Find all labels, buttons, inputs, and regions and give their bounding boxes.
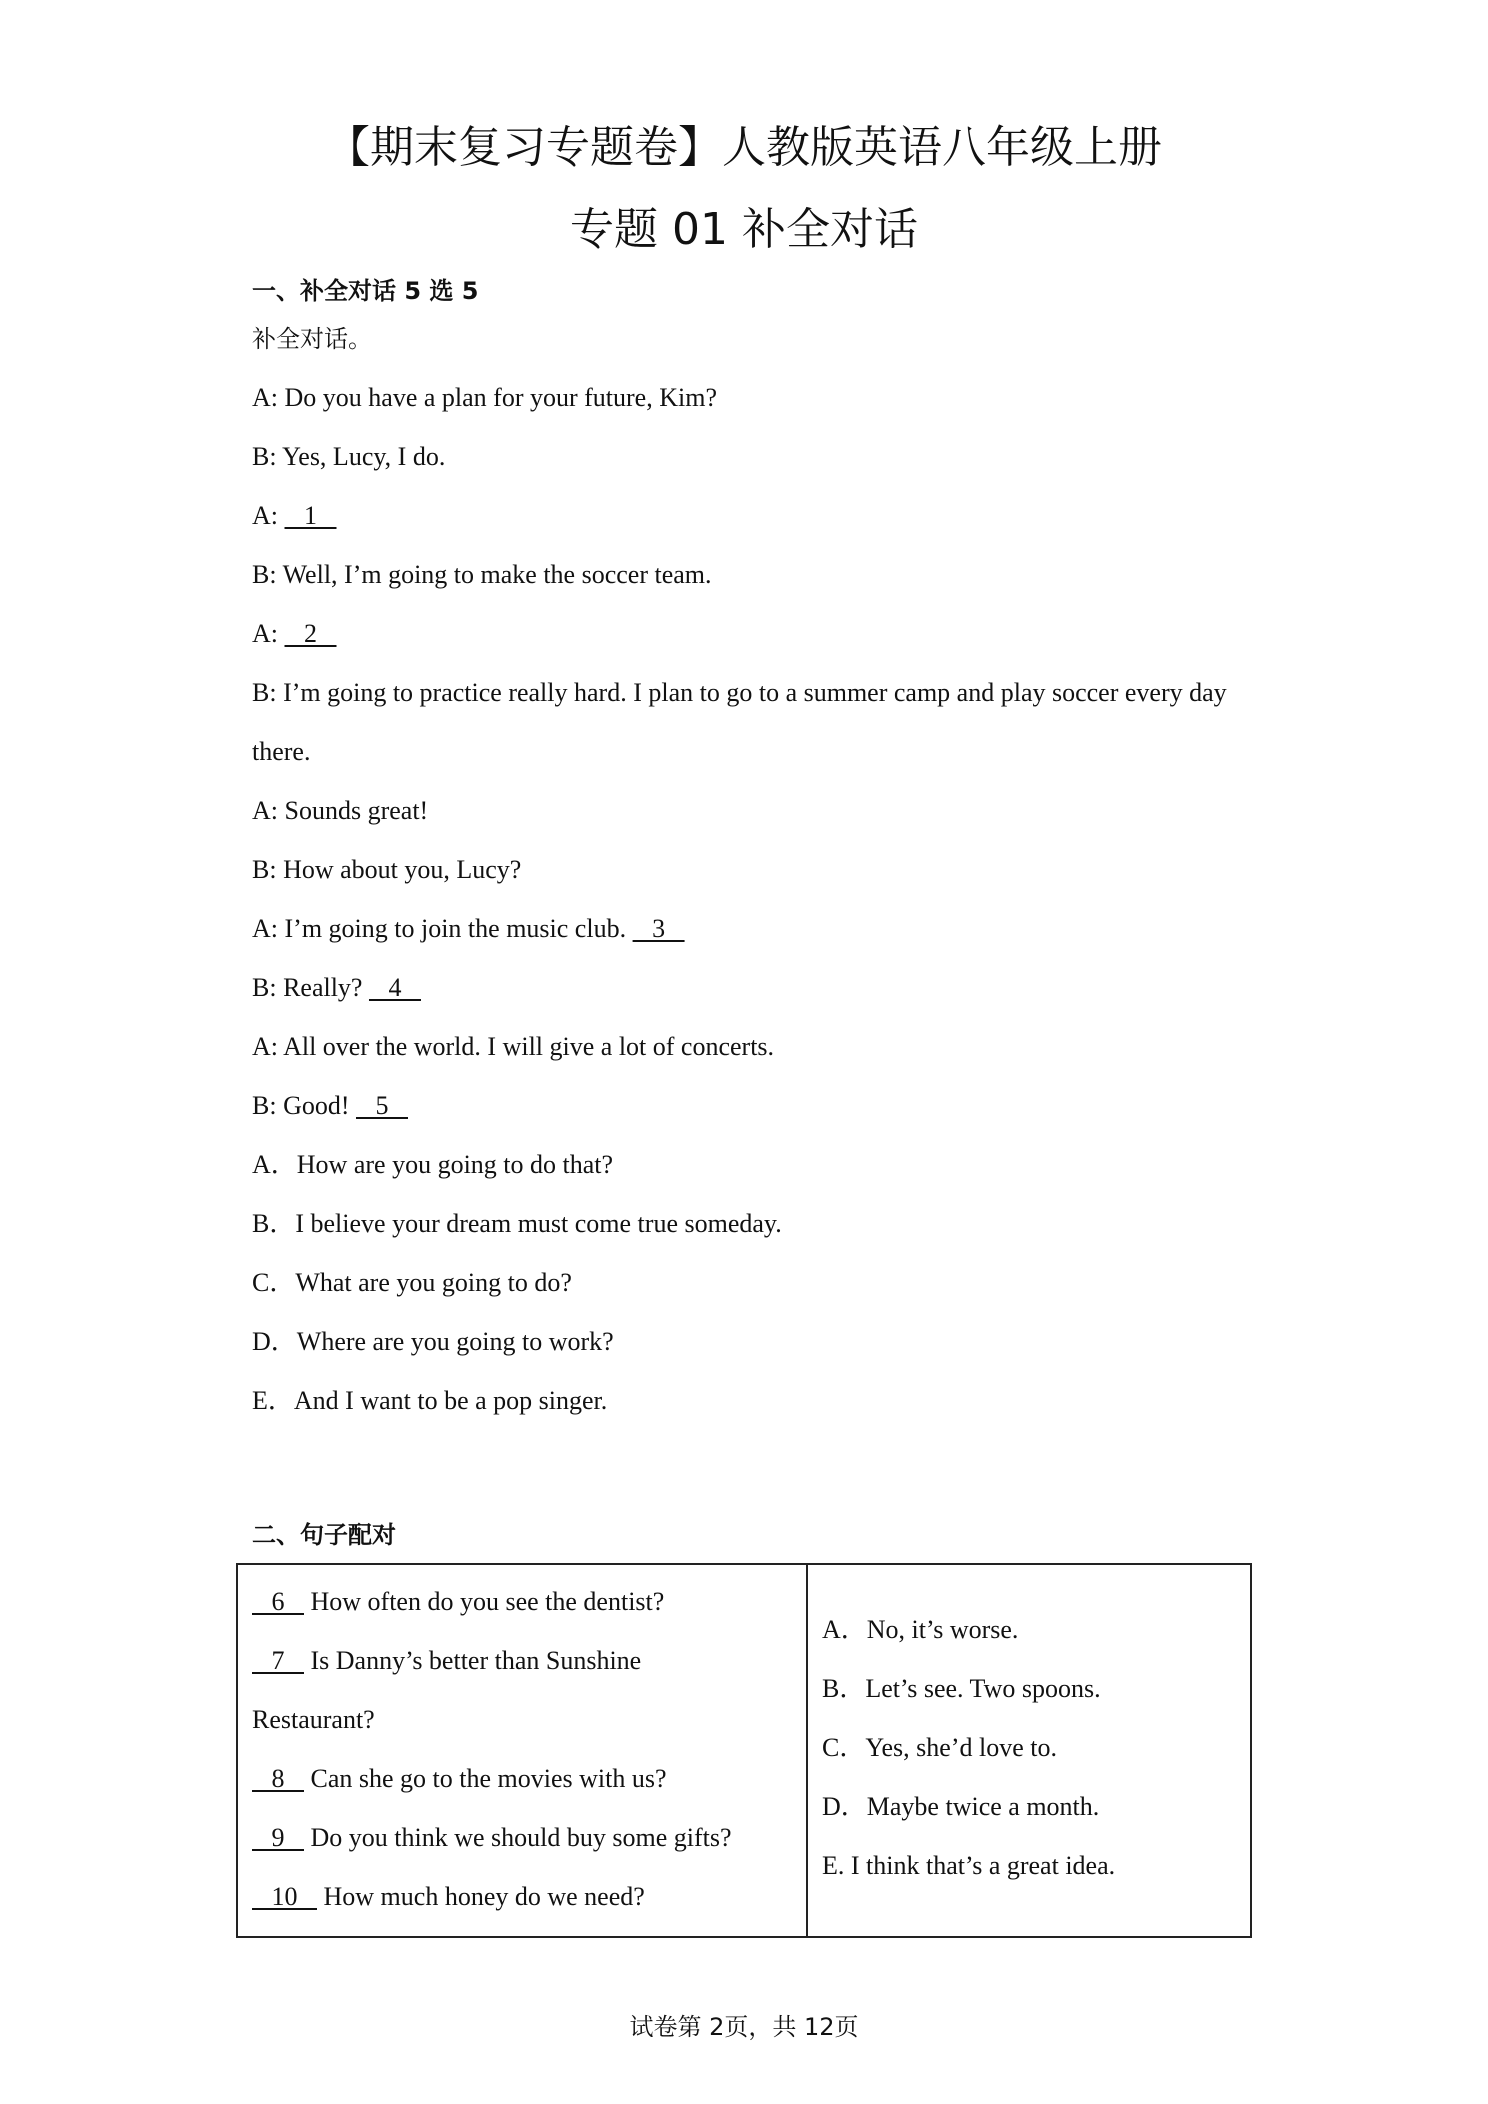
option-item: A．How are you going to do that? (252, 1150, 614, 1179)
dialogue-line: A: 1 (252, 501, 337, 530)
section1-instruction: 补全对话。 (252, 325, 372, 353)
option-item: B．I believe your dream must come true someday. (252, 1209, 782, 1238)
matching-table (236, 1563, 1252, 1938)
page-title: 【期末复习专题卷】人教版英语八年级上册 (326, 122, 1162, 173)
answer-blank[interactable]: 1 (284, 501, 337, 530)
answer-option: D．Maybe twice a month. (822, 1792, 1100, 1821)
answer-blank[interactable]: 6 (252, 1587, 304, 1616)
dialogue-line: A: I’m going to join the music club. 3 (252, 914, 685, 943)
section2-heading: 二、句子配对 (252, 1521, 396, 1549)
option-item: E．And I want to be a pop singer. (252, 1386, 608, 1415)
answer-blank[interactable]: 5 (356, 1091, 408, 1120)
section1-heading: 一、补全对话 5 选 5 (252, 277, 479, 305)
dialogue-line: B: Really? 4 (252, 973, 421, 1002)
answer-option: E. I think that’s a great idea. (822, 1851, 1116, 1880)
answer-option: B．Let’s see. Two spoons. (822, 1674, 1101, 1703)
option-item: D．Where are you going to work? (252, 1327, 614, 1356)
question-row: 7 Is Danny’s better than Sunshine (252, 1646, 642, 1675)
dialogue-line: B: Yes, Lucy, I do. (252, 442, 446, 471)
question-row: Restaurant? (252, 1705, 375, 1734)
dialogue-line: A: Sounds great! (252, 796, 429, 825)
question-row: 8 Can she go to the movies with us? (252, 1764, 667, 1793)
page-footer: 试卷第 2页，共 12页 (629, 2013, 859, 2041)
dialogue-line: A: Do you have a plan for your future, Kim? (252, 383, 717, 412)
answers-cell (807, 1564, 1251, 1937)
dialogue-line: B: Well, I’m going to make the soccer team. (252, 560, 712, 589)
dialogue-line: A: All over the world. I will give a lot of concerts. (252, 1032, 775, 1061)
answer-option: C．Yes, she’d love to. (822, 1733, 1057, 1762)
question-row: 9 Do you think we should buy some gifts? (252, 1823, 732, 1852)
dialogue-line: B: I’m going to practice really hard. I plan to go to a summer camp and play soccer every day (252, 678, 1227, 707)
questions-cell (237, 1564, 807, 1937)
answer-blank[interactable]: 2 (284, 619, 337, 648)
answer-blank[interactable]: 4 (368, 973, 421, 1002)
question-row: 10 How much honey do we need? (252, 1882, 645, 1911)
dialogue-line: A: 2 (252, 619, 337, 648)
answer-option: A．No, it’s worse. (822, 1615, 1019, 1644)
question-row: 6 How often do you see the dentist? (252, 1587, 665, 1616)
dialogue-line: B: Good! 5 (252, 1091, 408, 1120)
answer-blank[interactable]: 9 (252, 1823, 304, 1852)
option-item: C．What are you going to do? (252, 1268, 572, 1297)
dialogue-line: B: How about you, Lucy? (252, 855, 522, 884)
answer-blank[interactable]: 3 (632, 914, 685, 943)
answer-blank[interactable]: 10 (252, 1882, 317, 1911)
answer-blank[interactable]: 7 (252, 1646, 304, 1675)
page-subtitle: 专题 01 补全对话 (570, 204, 918, 255)
dialogue-line: there. (252, 737, 311, 766)
answer-blank[interactable]: 8 (252, 1764, 304, 1793)
